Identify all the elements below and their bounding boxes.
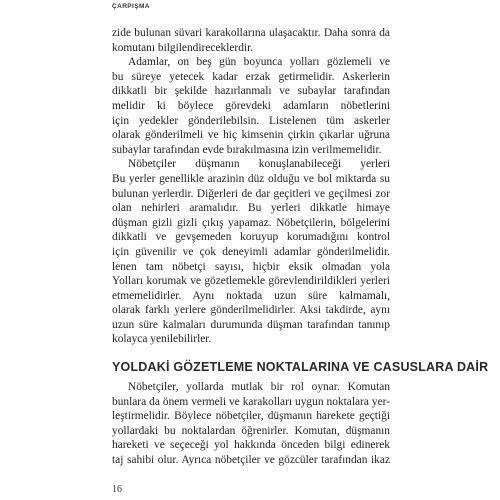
text-line: zide bulunan süvari karakollarına ulaşacaktır. Daha sonra da (112, 27, 390, 39)
text-line: yollardaki bu noktalardan öğrenirler. Komutan, düşmanın (112, 424, 390, 437)
text-line: lenen tam nöbetçi sayısı, hiçbir eksik olmadan yola (112, 260, 390, 273)
body-text-lower (112, 380, 390, 468)
text-line: subaylar tarafından evde bırakılmasına izin verilmemelidir. (112, 143, 382, 156)
text-line: Bu yerler genellikle arazinin düz olduğu ve bol miktarda su (112, 172, 390, 185)
text-line: leştirmelidir. Böylece nöbetçiler, düşmanın harekete geçtiği (112, 410, 390, 423)
section-heading: YOLDAKİ GÖZETLEME NOKTALARINA VE CASUSLARA DAİR (112, 360, 489, 374)
text-line: taj sahibi olur. Ayrıca nöbetçiler ve gözcüler tarafından ikaz (112, 453, 390, 466)
text-line: dikkatli ve gevşemeden koruyup korumadığını kontrol (112, 231, 390, 244)
text-line: etmemelidirler. Aynı noktada uzun süre kalmamalı, (112, 289, 390, 302)
text-line: olarak gönderilmeli ve hiç kimsenin çirkin çıkarlar uğruna (112, 129, 390, 142)
text-line: için yedekler gönderilebilsin. Listelenen tüm askerler (112, 114, 390, 127)
text-line: kolayca yenilebilirler. (112, 333, 212, 346)
text-line: Nöbetçiler, yollarda mutlak bir rol oynar. Komutan (128, 381, 390, 393)
text-line: Adamlar, on beş gün boyunca yolları gözlemeli ve (128, 56, 390, 69)
text-line: uzun süre kalmaları durumunda düşman tarafından tanınıp (112, 318, 390, 331)
text-line: bunlara da önem vermeli ve karakolları uygun noktalara yer- (112, 395, 390, 408)
text-line: komutanı bilgilendireceklerdir. (112, 41, 254, 54)
text-line: bulunan yerlerdir. Diğerleri de dar geçitleri ve geçilmesi zor (112, 187, 390, 200)
text-line: Nöbetçiler düşmanın konuşlanabileceği yerleri (128, 158, 390, 171)
text-line: olan nehirleri aramalıdır. Bu yerleri dikkatle himaye (112, 202, 390, 215)
text-line: Yolları korumak ve gözetlemekle görevlendirildikleri yerleri (112, 275, 390, 288)
text-line: bu süreye yetecek kadar erzak getirmelidir. Askerlerin (112, 70, 390, 83)
text-line: hareketi ve seçeceği yol hakkında önceden bilgi edinerek (112, 439, 390, 452)
running-head: ÇARPIŞMA (112, 3, 150, 10)
text-line: melidir ki böylece görevdeki adamların nöbetlerini (112, 99, 390, 112)
page-number: 16 (112, 484, 122, 495)
text-line: için güvenilir ve çok deneyimli adamlar gönderilmelidir. (112, 245, 390, 258)
text-line: dikkatli bir şekilde hazırlanmalı ve subaylar tarafından (112, 85, 390, 98)
text-line: düşman gizli gizli çıkış yapamaz. Nöbetçilerin, bölgelerini (112, 216, 390, 229)
body-text-upper (112, 26, 390, 347)
text-line: olarak farklı yerlere gönderilmelidirler. Aksi takdirde, aynı (112, 304, 390, 317)
